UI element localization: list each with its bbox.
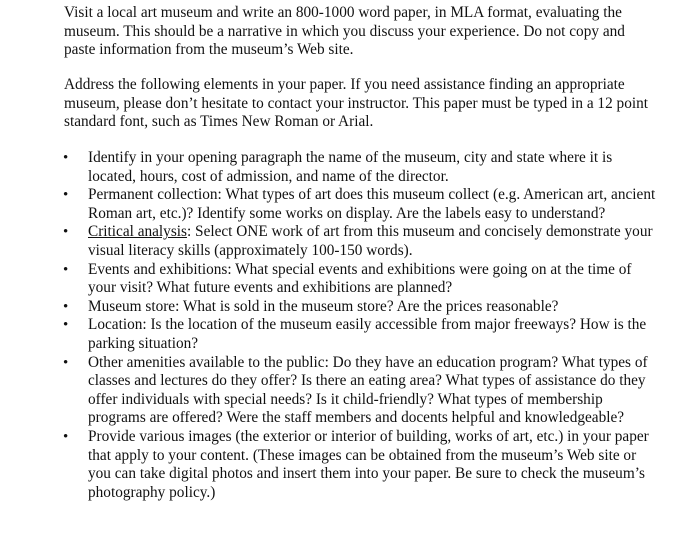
bullet-icon: • xyxy=(63,224,69,241)
bullet-icon: • xyxy=(63,428,69,445)
requirements-list xyxy=(0,149,700,502)
list-item-text: : Select ONE work of art from this museum and concisely demonstrate your visual literacy skills (approximately 100-150 words). xyxy=(88,223,653,259)
list-item-text: Location: Is the location of the museum easily accessible from major freeways? How is the parking situation? xyxy=(88,316,647,352)
list-item xyxy=(0,354,660,428)
list-item xyxy=(0,428,660,502)
bullet-icon: • xyxy=(63,150,69,166)
list-item xyxy=(0,186,660,223)
bullet-icon: • xyxy=(63,298,69,315)
bullet-icon: • xyxy=(63,187,69,204)
critical-analysis-label: Critical analysis xyxy=(88,223,187,241)
list-item-text: Events and exhibitions: What special events and exhibitions were going on at the time of your visit? What future events and exhibitions are planned? xyxy=(88,260,632,297)
list-item xyxy=(0,261,660,298)
list-item-text: Museum store: What is sold in the museum store? Are the prices reasonable? xyxy=(88,297,559,315)
list-item-text: Other amenities available to the public: Do they have an education program? What types of classes and lectures do they offer? Is there an eating area? What types of assistance do they offer individuals with special needs? Is it child-friendly? What types of membership programs are offered? Were the staff members and docents helpful and knowledgeable? xyxy=(88,353,648,427)
list-item-text: Provide various images (the exterior or interior of building, works of art, etc.) in your paper that apply to your content. (These images can be obtained from the museum’s Web site or you can take digital photos and insert them into your paper. Be sure to check the museum’s photography policy.) xyxy=(88,427,649,501)
list-item xyxy=(0,298,660,317)
bullet-icon: • xyxy=(63,317,69,334)
list-item xyxy=(0,316,660,353)
list-item-text: Permanent collection: What types of art does this museum collect (e.g. American art, ancient Roman art, etc.)? Identify some works on display. Are the labels easy to understand? xyxy=(88,186,656,222)
intro-paragraph-2: Address the following elements in your paper. If you need assistance finding an appropriate museum, please don’t hesitate to contact your instructor. This paper must be typed in a 12 point standard font, such as Times New Roman or Arial. xyxy=(64,76,649,131)
list-item-text: Identify in your opening paragraph the name of the museum, city and state where it is located, hours, cost of admission, and name of the director. xyxy=(88,149,613,185)
list-item xyxy=(0,149,660,186)
bullet-icon: • xyxy=(63,354,69,371)
bullet-icon: • xyxy=(63,261,69,278)
list-item xyxy=(0,223,660,260)
intro-paragraph-1: Visit a local art museum and write an 800-1000 word paper, in MLA format, evaluating the museum. This should be a narrative in which you discuss your experience. Do not copy and paste information from the museum’s Web site. xyxy=(64,4,625,59)
